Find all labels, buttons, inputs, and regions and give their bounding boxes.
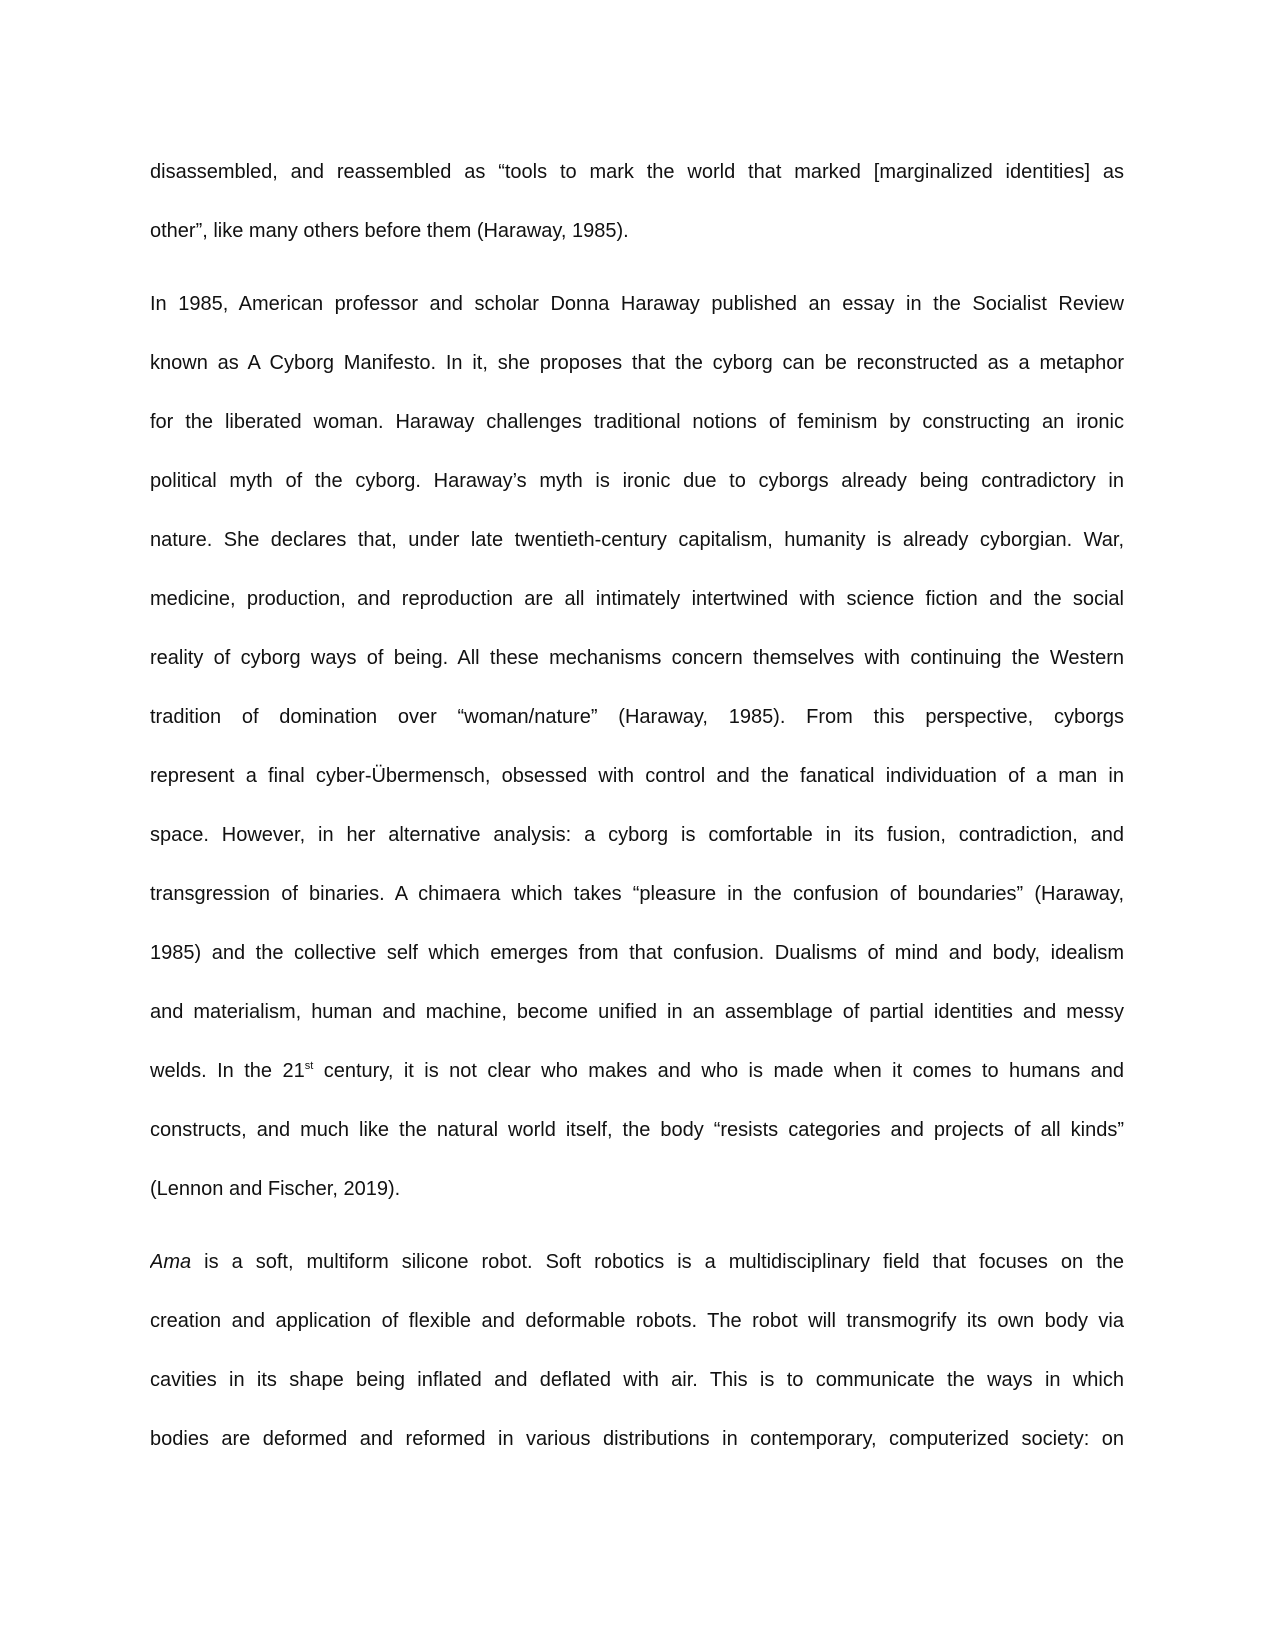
- text-line: known as A Cyborg Manifesto. In it, she proposes that the cyborg can be reconstructed as a metaphor: [150, 352, 1124, 374]
- text-line: space. However, in her alternative analysis: a cyborg is comfortable in its fusion, contradiction, and: [150, 824, 1124, 846]
- text-line: tradition of domination over “woman/nature” (Haraway, 1985). From this perspective, cyborgs: [150, 706, 1124, 728]
- text-fragment: welds. In the 21: [150, 1060, 305, 1082]
- text-line: transgression of binaries. A chimaera which takes “pleasure in the confusion of boundaries” (Haraway,: [150, 883, 1124, 905]
- robot-name-italic: Ama: [150, 1251, 192, 1273]
- paragraph-1: [150, 143, 1124, 261]
- text-line: reality of cyborg ways of being. All these mechanisms concern themselves with continuing the Western: [150, 647, 1124, 669]
- text-line-with-superscript: [150, 1042, 1124, 1101]
- text-line: 1985) and the collective self which emerges from that confusion. Dualisms of mind and body, idealism: [150, 942, 1124, 964]
- text-line: disassembled, and reassembled as “tools to mark the world that marked [marginalized identities] as: [150, 161, 1124, 183]
- text-line: other”, like many others before them (Haraway, 1985).: [150, 220, 629, 242]
- text-line: bodies are deformed and reformed in various distributions in contemporary, computerized society: on: [150, 1428, 1124, 1450]
- text-line: (Lennon and Fischer, 2019).: [150, 1178, 401, 1200]
- text-line-with-italic: [150, 1233, 1124, 1292]
- text-fragment: century, it is not clear who makes and who is made when it comes to humans and: [313, 1060, 1124, 1082]
- paragraph-3: [150, 1233, 1124, 1469]
- ordinal-superscript: st: [304, 1060, 314, 1072]
- paragraph-2: [150, 275, 1124, 1219]
- text-line: represent a final cyber-Übermensch, obsessed with control and the fanatical individuation of a man in: [150, 765, 1124, 787]
- document-page: [150, 143, 1124, 1483]
- text-fragment: is a soft, multiform silicone robot. Soft robotics is a multidisciplinary field that focuses on the: [191, 1251, 1124, 1273]
- text-line: medicine, production, and reproduction are all intimately intertwined with science fiction and the social: [150, 588, 1124, 610]
- text-line: for the liberated woman. Haraway challenges traditional notions of feminism by constructing an ironic: [150, 411, 1124, 433]
- text-line: In 1985, American professor and scholar Donna Haraway published an essay in the Socialist Review: [150, 293, 1124, 315]
- text-line: creation and application of flexible and deformable robots. The robot will transmogrify its own body via: [150, 1310, 1124, 1332]
- text-line: and materialism, human and machine, become unified in an assemblage of partial identities and messy: [150, 1001, 1124, 1023]
- text-line: constructs, and much like the natural world itself, the body “resists categories and projects of all kinds”: [150, 1119, 1124, 1141]
- text-line: nature. She declares that, under late twentieth-century capitalism, humanity is already cyborgian. War,: [150, 529, 1124, 551]
- text-line: cavities in its shape being inflated and deflated with air. This is to communicate the ways in which: [150, 1369, 1124, 1391]
- text-line: political myth of the cyborg. Haraway’s myth is ironic due to cyborgs already being contradictory in: [150, 470, 1124, 492]
